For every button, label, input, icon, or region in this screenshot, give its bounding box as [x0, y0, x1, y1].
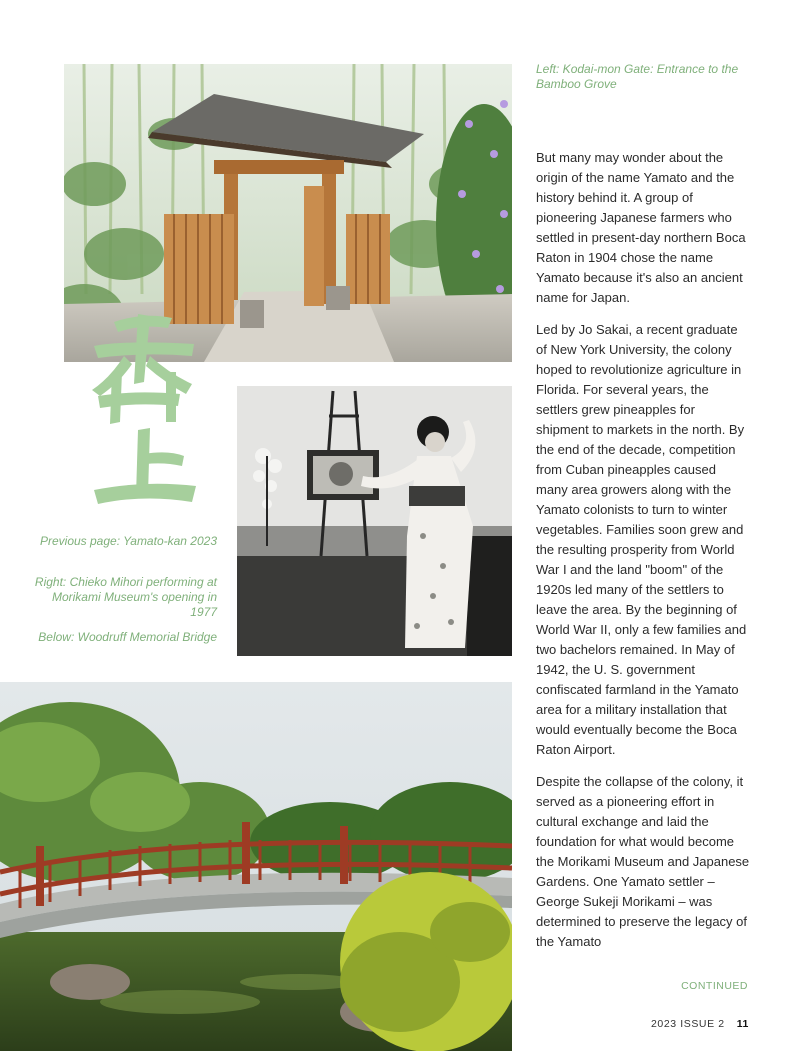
continued-label: CONTINUED	[681, 980, 748, 992]
bridge-photo-caption: Below: Woodruff Memorial Bridge	[38, 630, 217, 644]
dancer-photo	[237, 386, 512, 656]
body-paragraph: Led by Jo Sakai, a recent graduate of New York University, the colony hoped to revolutionize agriculture in Florida. For several years, the settlers grew pineapples for shipment to markets in the north. By the end of the decade, competition from Cuban pineapples caused many area growers along with the Yamato colonists to turn to winter vegetables. Families soon grew and the resulting prosperity from World War I and the land "boom" of the 1920s led many of the settlers to leave the area. By the beginning of World War II, only a few families and two bachelors remained. In May of 1942, the U. S. government confiscated farmland in the Yamato area for a military installation that would eventually become the Boca Raton Airport.	[536, 322, 747, 757]
page-footer	[651, 1018, 749, 1030]
gate-photo-caption: Left: Kodai-mon Gate: Entrance to the Bamboo Grove	[536, 62, 739, 91]
previous-page-caption: Previous page: Yamato-kan 2023	[39, 534, 217, 548]
body-paragraph: But many may wonder about the origin of the name Yamato and the history behind it. A group of pioneering Japanese farmers who settled in present-day northern Boca Raton in 1904 chose the name Yamato because it's also an ancient name for Japan.	[536, 150, 746, 305]
page-number: 11	[736, 1018, 749, 1030]
issue-label: 2023 ISSUE 2	[650, 1018, 725, 1030]
article-body	[536, 148, 751, 964]
woodruff-bridge-photo	[0, 682, 512, 1051]
body-paragraph: Despite the collapse of the colony, it served as a pioneering effort in cultural exchange and laid the foundation for what would become the Morikami Museum and Japanese Gardens. One Yamato settler –George Sukeji Morikami – was determined to preserve the legacy of the Yamato	[536, 774, 750, 949]
dancer-photo-caption: Right: Chieko Mihori performing at Morikami Museum's opening in 1977	[34, 575, 217, 619]
calligraphy-brush-art	[84, 312, 204, 508]
